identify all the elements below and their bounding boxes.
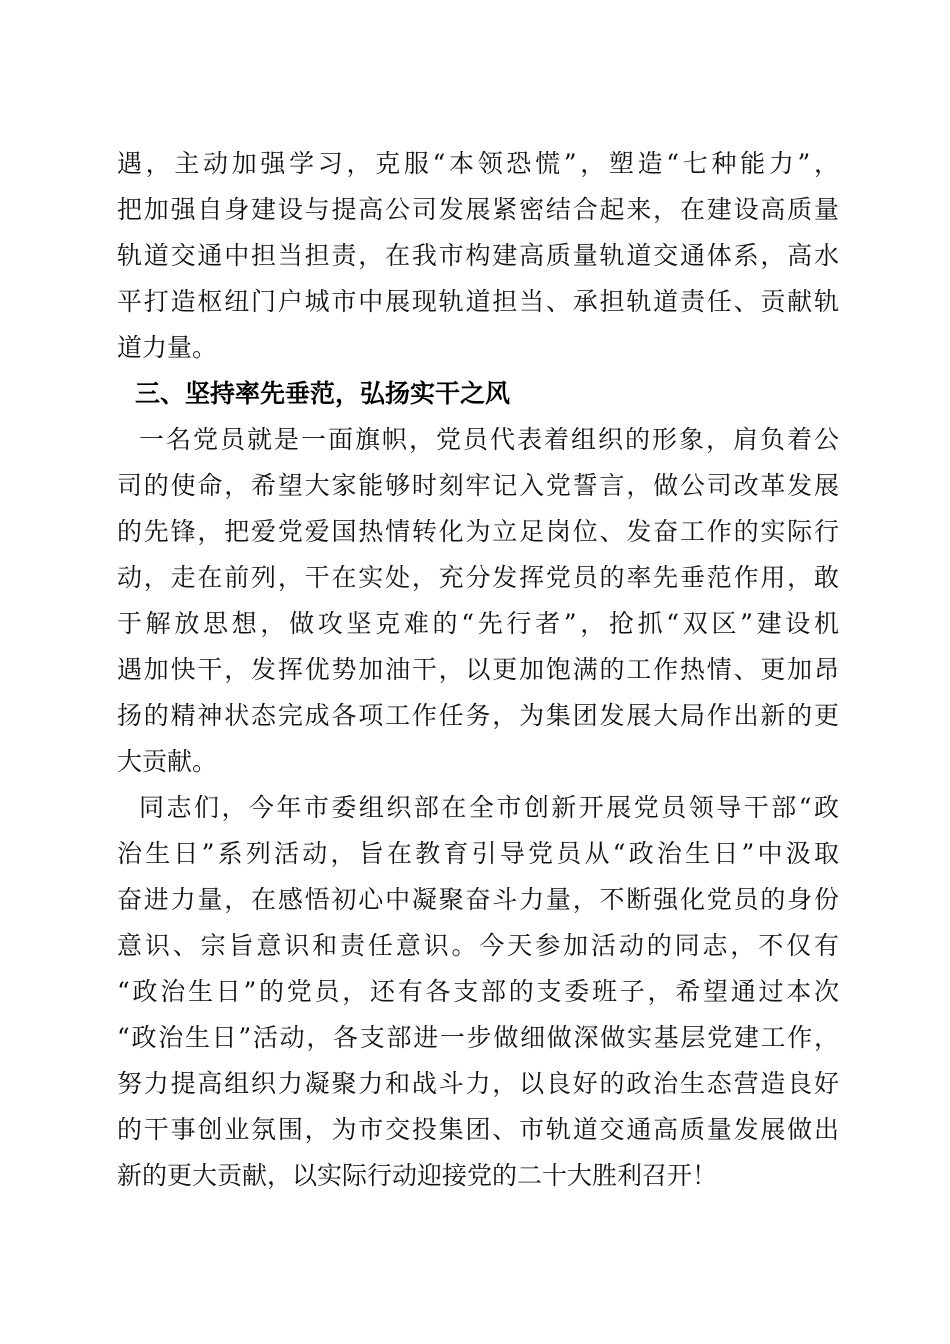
text-line: “政治生日”活动，各支部进一步做细做深做实基层党建工作， xyxy=(117,1023,839,1052)
text-line: 把加强自身建设与提高公司发展紧密结合起来，在建设高质量 xyxy=(117,195,839,224)
text-line: 新的更大贡献，以实际行动迎接党的二十大胜利召开！ xyxy=(117,1161,718,1190)
text-line: 轨道交通中担当担责，在我市构建高质量轨道交通体系，高水 xyxy=(117,241,839,270)
paragraph-banner-of-party-members xyxy=(117,417,839,785)
document-body xyxy=(117,141,839,1199)
text-line: 于解放思想，做攻坚克难的“先行者”，抢抓“双区”建设机 xyxy=(117,609,839,638)
text-line: 遇，主动加强学习，克服“本领恐慌”，塑造“七种能力”， xyxy=(117,149,839,178)
section-heading: 三、坚持率先垂范，弘扬实干之风 xyxy=(135,379,511,408)
text-line: 同志们，今年市委组织部在全市创新开展党员领导干部“政 xyxy=(139,793,839,822)
text-line: 意识、宗旨意识和责任意识。今天参加活动的同志，不仅有 xyxy=(117,931,839,960)
text-line: 司的使命，希望大家能够时刻牢记入党誓言，做公司改革发展 xyxy=(117,471,839,500)
text-line: 动，走在前列，干在实处，充分发挥党员的率先垂范作用，敢 xyxy=(117,563,839,592)
text-line: 道力量。 xyxy=(117,333,218,362)
text-line: 治生日”系列活动，旨在教育引导党员从“政治生日”中汲取 xyxy=(117,839,839,868)
text-line: 努力提高组织力凝聚力和战斗力，以良好的政治生态营造良好 xyxy=(117,1069,839,1098)
text-line: 大贡献。 xyxy=(117,747,218,776)
text-line: “政治生日”的党员，还有各支部的支委班子，希望通过本次 xyxy=(117,977,839,1006)
text-line: 的干事创业氛围，为市交投集团、市轨道交通高质量发展做出 xyxy=(117,1115,839,1144)
text-line: 一名党员就是一面旗帜，党员代表着组织的形象，肩负着公 xyxy=(139,425,839,454)
text-line: 奋进力量，在感悟初心中凝聚奋斗力量，不断强化党员的身份 xyxy=(117,885,839,914)
paragraph-continuation xyxy=(117,141,839,371)
text-line: 的先锋，把爱党爱国热情转化为立足岗位、发奋工作的实际行 xyxy=(117,517,839,546)
text-line: 遇加快干，发挥优势加油干，以更加饱满的工作热情、更加昂 xyxy=(117,655,839,684)
text-line: 扬的精神状态完成各项工作任务，为集团发展大局作出新的更 xyxy=(117,701,839,730)
paragraph-political-birthday xyxy=(117,785,839,1199)
text-line: 平打造枢纽门户城市中展现轨道担当、承担轨道责任、贡献轨 xyxy=(117,287,839,316)
